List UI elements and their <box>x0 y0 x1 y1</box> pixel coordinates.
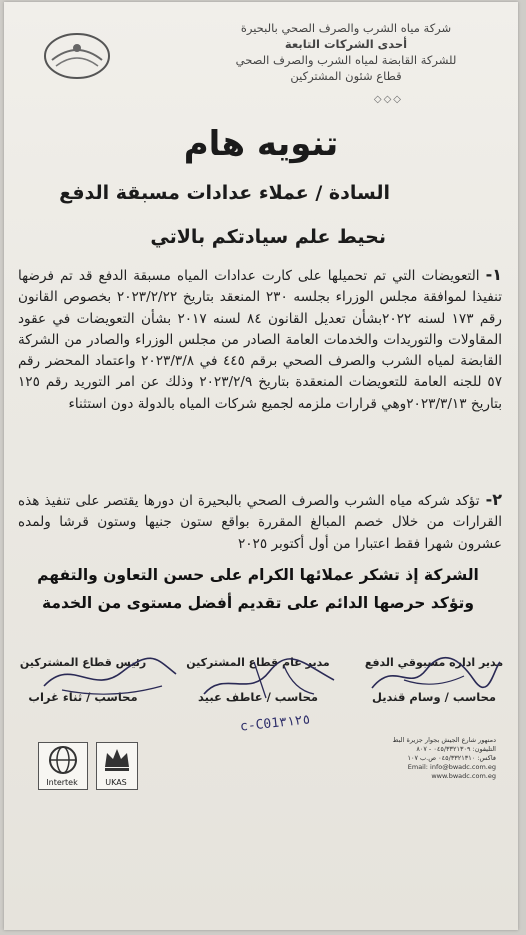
signature-scribble <box>364 650 504 700</box>
closing-thanks: الشركة إذ تشكر عملائها الكرام على حسن التعاون والتفهم <box>37 566 479 584</box>
signatory-name: محاسب / ثناء غراب <box>28 690 138 704</box>
footer-contact <box>326 736 496 781</box>
item-text: التعويضات التي تم تحميلها على كارت عدادات المياه مسبقة الدفع قد تم فرضها تنفيذا لموافقة مجلس الوزراء بجلسه ٢٣٠ المنعقد بتاريخ ٢٠٢٣/٢/٢٢ بخصوص القانون رقم ١٧٣ لسنه ٢٠٢٢بشأن تعديل القانون ٨٤ لسنه ٢٠١٧ بشأن التعويضات في عقود المقاولات والتوريدات والخدمات العامة الصادر من مجلس الوزراء والصادر من الشركة القابضة لمياه الشرب والصرف الصحي برقم ٤٤٥ في ٢٠٢٣/٣/٨ واعتماد المحضر رقم ٥٧ للجنه العامة للتعويضات المنعقدة بتاريخ ٢٠٢٣/٢/٩ وذلك عن امر التوريد رقم ١٢٥ بتاريخ ٢٠٢٣/٣/١٣وهي قرارات ملزمه لجميع شركات المياه بالدولة دون استثناء <box>18 268 503 412</box>
footer-email: Email: info@bwadc.com.eg <box>407 763 496 771</box>
signatory-title: مدير عام قطاع المشتركين <box>186 656 330 669</box>
crown-icon <box>97 743 137 777</box>
item-text: تؤكد شركه مياه الشرب والصرف الصحي بالبحيرة ان دورها يقتصر على تنفيذ هذه القرارات من خلال خصم المبالغ المقررة بواقع ستون جنيها وستون قرشا ولمده عشرون شهرا فقط اعتبارا من أول أكتوبر ٢٠٢٥ <box>18 493 502 552</box>
ukas-label: UKAS <box>105 778 127 787</box>
signatory-name: محاسب / عاطف عبيد <box>197 690 318 704</box>
addressee: السادة / عملاء عدادات مسبقة الدفع <box>59 182 390 204</box>
signatory-title: رئيس قطاع المشتركين <box>19 656 147 669</box>
item-number: ٢- <box>485 490 502 509</box>
letterhead-ornament: ◇◇◇ <box>373 94 403 105</box>
footer-fax: فاكس: ٠٤٥/٣٣٢١٣١٠ ص.ب ١٠٧ <box>407 754 496 762</box>
signature-scribble <box>32 650 182 702</box>
globe-icon <box>39 743 87 777</box>
footer-website: www.bwadc.com.eg <box>431 772 496 780</box>
company-logo <box>42 30 112 82</box>
holding-company-line: للشركة القابضة لمياه الشرب والصرف الصحي <box>235 53 457 67</box>
company-name: شركة مياه الشرب والصرف الصحي بالبحيرة <box>240 21 452 35</box>
page-title: تنويه هام <box>183 124 339 164</box>
signatory-title: مدير اداره مسبوقي الدفع <box>364 656 504 669</box>
handwritten-note: c-C01۳۱۲٥ <box>239 712 312 735</box>
letterhead <box>186 20 506 84</box>
footer-address: دمنهور شارع الجيش بجوار جزيرة البط <box>392 736 496 744</box>
document-page <box>4 2 518 930</box>
department-line: قطاع شئون المشتركين <box>290 69 402 83</box>
footer-phone: التليفون: ٠٤٥/٣٣٢١٣٠٩ - ٨٠٧ <box>416 745 496 753</box>
intertek-label: Intertek <box>46 778 78 787</box>
item-number: ١- <box>485 265 502 284</box>
list-item <box>18 264 502 415</box>
closing-commitment: وتؤكد حرصها الدائم على تقديم أفضل مستوى من الخدمة <box>41 594 475 612</box>
affiliate-line: أحدى الشركات التابعة <box>284 37 408 51</box>
signatory-name: محاسب / وسام قنديل <box>371 690 497 704</box>
notice-heading: نحيط علم سيادتكم بالاتي <box>150 226 386 248</box>
signature-scribble <box>194 650 344 706</box>
list-item <box>18 489 502 555</box>
